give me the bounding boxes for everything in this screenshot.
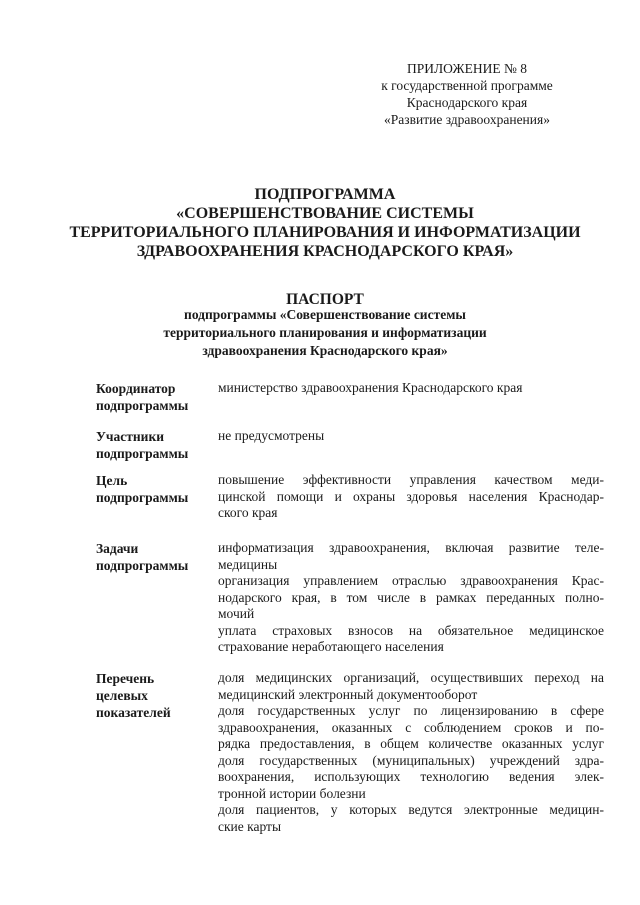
row-value bbox=[218, 540, 604, 656]
label-line: Участники bbox=[96, 429, 165, 444]
label-line: подпрограммы bbox=[96, 446, 189, 461]
value-line: мочий bbox=[218, 606, 255, 621]
value-line: доля пациентов, у которых ведутся электронные медицин- bbox=[218, 802, 604, 817]
row-value bbox=[218, 472, 604, 522]
row-label bbox=[96, 380, 211, 414]
value-line: информатизация здравоохранения, включая развитие теле- bbox=[218, 540, 604, 555]
value-line: воохранения, использующих технологию ведения элек- bbox=[218, 769, 604, 784]
value-line: доля медицинских организаций, осуществивших переход на bbox=[218, 670, 604, 685]
row-label bbox=[96, 428, 211, 462]
label-line: подпрограммы bbox=[96, 558, 189, 573]
row-value bbox=[218, 428, 604, 445]
value-line: цинской помощи и охраны здоровья населения Краснодар- bbox=[218, 488, 604, 504]
subprogram-title bbox=[60, 185, 590, 261]
title-line: ЗДРАВООХРАНЕНИЯ КРАСНОДАРСКОГО КРАЯ» bbox=[136, 243, 514, 260]
passport-subtitle-line: территориального планирования и информатизации bbox=[163, 325, 487, 340]
label-line: Перечень bbox=[96, 671, 155, 686]
label-line: подпрограммы bbox=[96, 398, 189, 413]
value-line: повышение эффективности управления качеством меди- bbox=[218, 472, 604, 487]
value-line: рядка предоставления, в общем количестве оказанных услуг bbox=[218, 736, 604, 751]
row-label bbox=[96, 540, 211, 574]
value-line: тронной истории болезни bbox=[218, 785, 366, 801]
label-line: Задачи bbox=[96, 541, 139, 556]
value-line: медицинский электронный документооборот bbox=[218, 686, 478, 702]
title-line: ТЕРРИТОРИАЛЬНОГО ПЛАНИРОВАНИЯ И ИНФОРМАТИЗАЦИИ bbox=[69, 224, 581, 241]
label-line: Цель bbox=[96, 473, 128, 488]
title-line: «СОВЕРШЕНСТВОВАНИЕ СИСТЕМЫ bbox=[176, 205, 474, 222]
row-value bbox=[218, 670, 604, 835]
appendix-number: ПРИЛОЖЕНИЕ № 8 bbox=[406, 61, 528, 76]
appendix-ref-line: к государственной программе bbox=[381, 78, 553, 93]
appendix-ref-line: «Развитие здравоохранения» bbox=[384, 112, 550, 127]
value-line: уплата страховых взносов на обязательное медицинское bbox=[218, 622, 604, 638]
label-line: показателей bbox=[96, 705, 171, 720]
row-value bbox=[218, 380, 604, 397]
value-line: доля государственных услуг по лицензированию в сфере bbox=[218, 703, 604, 718]
label-line: подпрограммы bbox=[96, 490, 189, 505]
value-line: нодарского края, в том числе в рамках переданных полно- bbox=[218, 589, 604, 605]
value-line: медицины bbox=[218, 556, 278, 572]
value-line: министерство здравоохранения Краснодарского края bbox=[218, 380, 523, 395]
appendix-ref-line: Краснодарского края bbox=[406, 95, 528, 110]
passport-heading: ПАСПОРТ bbox=[286, 291, 364, 308]
value-line: доля государственных (муниципальных) учреждений здра- bbox=[218, 752, 604, 768]
label-line: Координатор bbox=[96, 381, 176, 396]
value-line: не предусмотрены bbox=[218, 428, 325, 443]
value-line: ские карты bbox=[218, 818, 282, 834]
value-line: здравоохранения, оказанных с соблюдением сроков и по- bbox=[218, 719, 604, 735]
value-line: ского края bbox=[218, 505, 278, 520]
row-label bbox=[96, 472, 211, 506]
passport-subtitle-line: здравоохранения Краснодарского края» bbox=[202, 343, 448, 358]
value-line: организация управлением отраслью здравоохранения Крас- bbox=[218, 573, 604, 588]
title-line: ПОДПРОГРАММА bbox=[254, 186, 396, 203]
passport-subtitle-line: подпрограммы «Совершенствование системы bbox=[184, 307, 466, 322]
row-label bbox=[96, 670, 211, 721]
appendix-block bbox=[352, 60, 582, 128]
value-line: страхование неработающего населения bbox=[218, 639, 444, 654]
label-line: целевых bbox=[96, 688, 148, 703]
passport-subtitle bbox=[60, 306, 590, 360]
